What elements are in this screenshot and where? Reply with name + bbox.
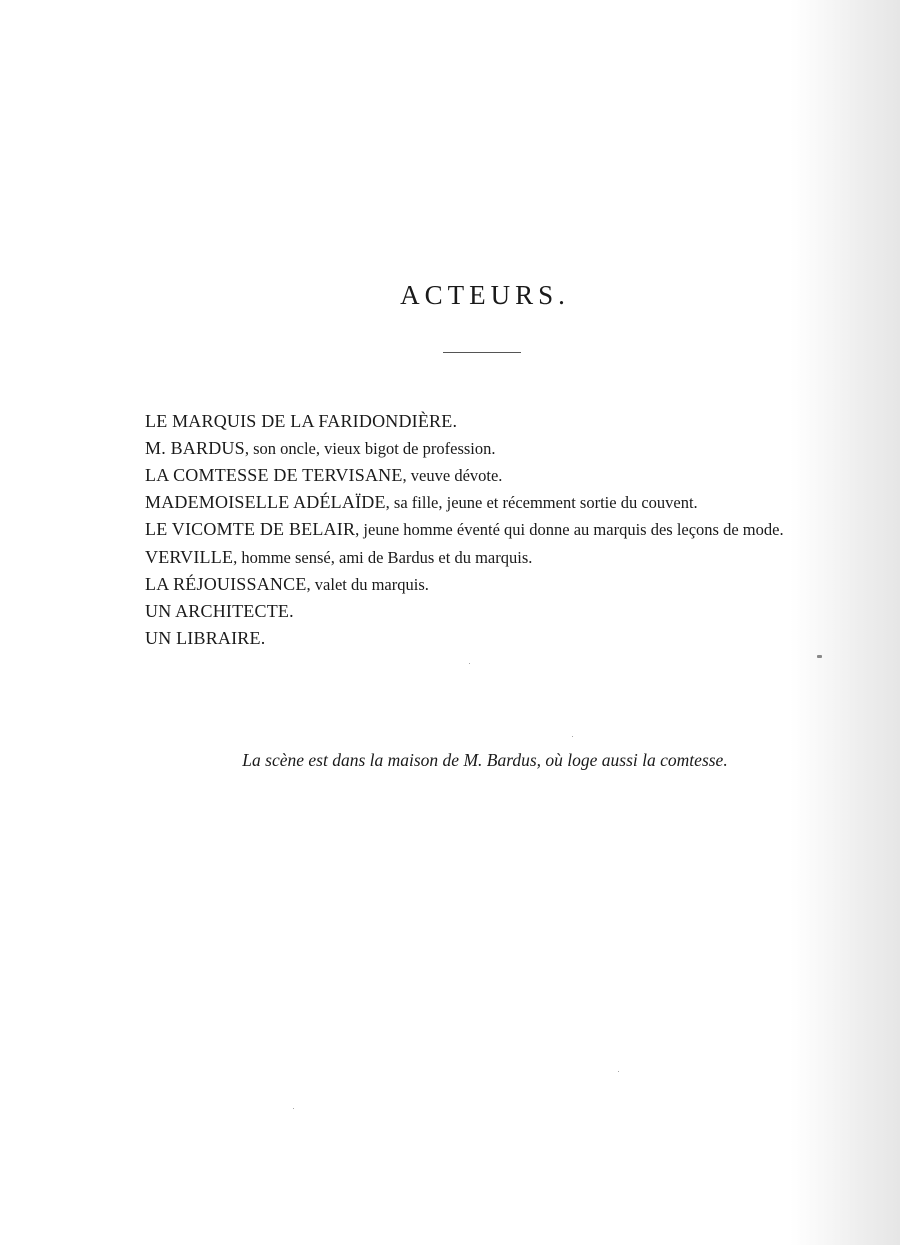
paper-speck bbox=[293, 1108, 294, 1109]
cast-entry bbox=[145, 571, 810, 598]
role-name: UN ARCHITECTE. bbox=[145, 601, 294, 621]
cast-entry bbox=[145, 598, 810, 625]
page-heading: ACTEURS. bbox=[400, 280, 570, 310]
cast-entry bbox=[145, 516, 810, 544]
cast-entry bbox=[145, 408, 810, 435]
paper-speck bbox=[572, 736, 573, 737]
role-name: LE VICOMTE DE BELAIR bbox=[145, 519, 356, 539]
scene-note: La scène est dans la maison de M. Bardus, où loge aussi la comtesse. bbox=[242, 750, 728, 770]
role-description: , veuve dévote. bbox=[402, 466, 503, 485]
cast-entry bbox=[145, 625, 810, 652]
role-name: UN LIBRAIRE. bbox=[145, 628, 266, 648]
role-name: LA RÉJOUISSANCE bbox=[145, 574, 307, 594]
role-name: MADEMOISELLE ADÉLAÏDE bbox=[145, 492, 386, 512]
role-name: VERVILLE bbox=[145, 547, 234, 567]
paper-speck bbox=[618, 1071, 619, 1072]
cast-entry bbox=[145, 544, 810, 571]
role-name: LA COMTESSE DE TERVISANE bbox=[145, 465, 403, 485]
role-name: M. BARDUS bbox=[145, 438, 245, 458]
cast-entry bbox=[145, 462, 810, 489]
role-description: , son oncle, vieux bigot de profession. bbox=[244, 439, 496, 458]
role-description: , valet du marquis. bbox=[306, 575, 429, 594]
role-description: , homme sensé, ami de Bardus et du marquis. bbox=[233, 548, 533, 567]
cast-entry bbox=[145, 489, 810, 516]
role-description: , jeune homme éventé qui donne au marquis des leçons de mode. bbox=[355, 520, 784, 539]
cast-entry bbox=[145, 435, 810, 462]
role-description: , sa fille, jeune et récemment sortie du couvent. bbox=[385, 493, 698, 512]
role-name: LE MARQUIS DE LA FARIDONDIÈRE. bbox=[145, 411, 458, 431]
paper-speck bbox=[817, 655, 822, 658]
heading-divider bbox=[443, 352, 521, 353]
paper-speck bbox=[469, 663, 470, 664]
cast-list bbox=[145, 408, 810, 652]
